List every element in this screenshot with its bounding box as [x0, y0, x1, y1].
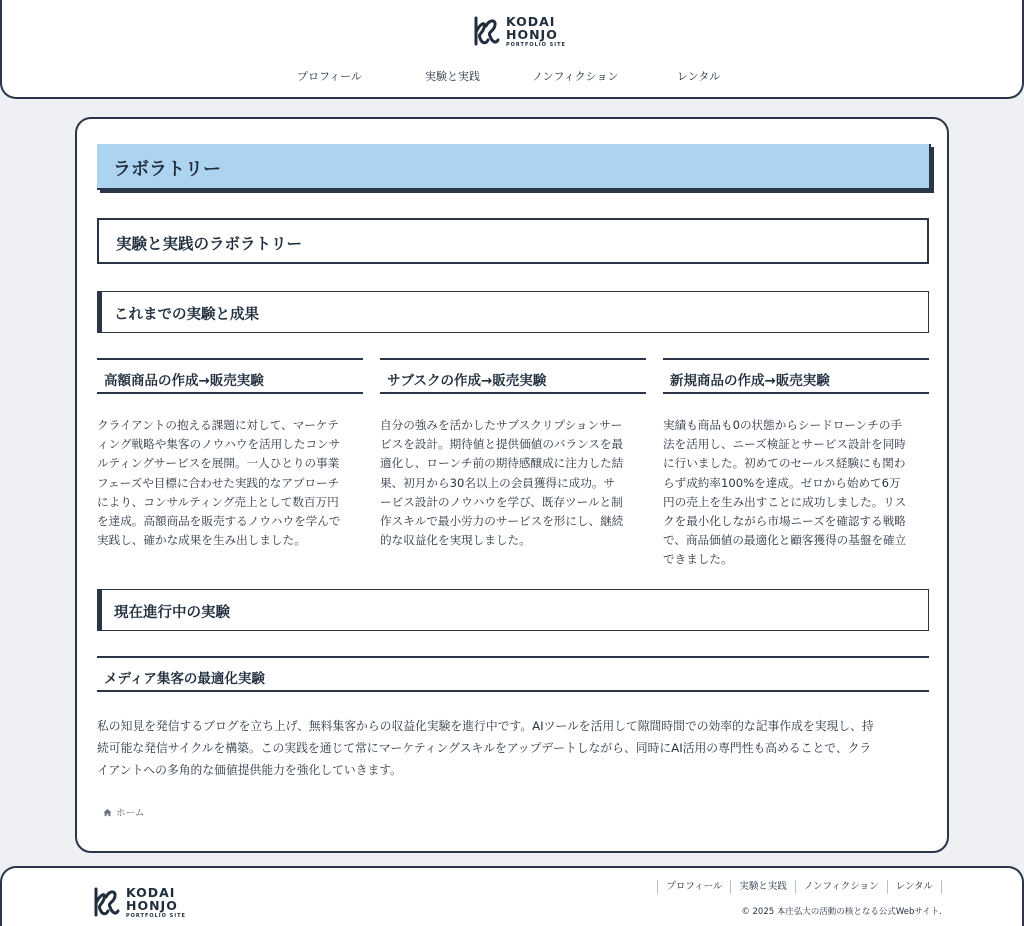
experiment-2-title-box: [380, 358, 646, 394]
current-experiments-heading-box: [97, 589, 929, 631]
logo-tagline: PORTFOLIO SITE: [506, 42, 566, 48]
page-title-box: [97, 144, 931, 190]
breadcrumb-home-link[interactable]: ホーム: [116, 808, 145, 819]
logo-text: [506, 16, 566, 48]
nav-item-nonfiction[interactable]: ノンフィクション: [532, 70, 619, 83]
nav-item-experiments[interactable]: 実験と実践: [425, 70, 480, 83]
current-experiment-title-box: [97, 656, 929, 692]
experiment-1-line: クライアントの抱える課題に対して、マーケテ: [97, 418, 339, 432]
experiment-3-line: できました。: [663, 552, 733, 567]
page-title: ラボラトリー: [113, 159, 221, 180]
current-experiment-line: イアントへの多角的な価値提供能力を強化していきます。: [97, 763, 402, 777]
footer-nav-item-rental[interactable]: レンタル: [887, 880, 942, 894]
site-logo[interactable]: [470, 14, 566, 50]
footer-logo[interactable]: [90, 885, 186, 921]
experiment-1-line: ィング戦略や集客のノウハウを活用したコンサ: [97, 437, 341, 452]
experiment-2-line: 自分の強みを活かしたサブスクリプションサー: [380, 418, 623, 432]
site-header: [0, 0, 1024, 99]
experiment-3-line: クを最小化しながら市場ニーズを確認する戦略: [663, 514, 906, 529]
experiment-1-title: 高額商品の作成→販売実験: [104, 373, 264, 389]
experiment-1-line: を達成。高額商品を販売するノウハウを学んで: [97, 514, 341, 529]
experiment-2-text: [380, 416, 650, 550]
logo-name-line1: KODAI: [506, 14, 556, 29]
current-experiments-heading: 現在進行中の実験: [114, 605, 230, 621]
section-title: 実験と実践のラボラトリー: [116, 235, 303, 253]
experiment-3-title: 新規商品の作成→販売実験: [670, 373, 830, 389]
logo-name-line2: HONJO: [506, 26, 558, 42]
footer-logo-text: [126, 887, 186, 919]
site-footer: [0, 866, 1024, 926]
nav-item-profile[interactable]: プロフィール: [297, 70, 362, 83]
footer-nav-item-nonfiction[interactable]: ノンフィクション: [795, 880, 887, 894]
experiment-3-line: 法を活用し、ニーズ検証とサービス設計を同時: [663, 437, 906, 452]
current-experiment-line: 私の知見を発信するブログを立ち上げ、無料集客からの収益化実験を進行中です。AIツールを活用して隙間時間での効率的な記事作成を実現し、持: [97, 719, 874, 733]
experiment-1-title-box: [97, 358, 363, 394]
nav-item-rental[interactable]: レンタル: [677, 70, 721, 83]
breadcrumb: [103, 805, 145, 819]
experiment-2-line: 適化し、ローンチ前の期待感醸成に注力した結: [380, 456, 624, 471]
experiment-1-line: フェーズや目標に合わせた実践的なアプローチ: [97, 475, 340, 490]
current-experiment-title: メディア集客の最適化実験: [104, 671, 265, 687]
copyright: © 2025 本庄弘大の活動の核となる公式Webサイト.: [741, 907, 942, 917]
experiment-2-line: 的な収益化を実現しました。: [380, 533, 531, 548]
experiment-2-line: 作スキルで最小労力のサービスを形にし、継続: [380, 514, 624, 529]
experiment-3-line: に行いました。初めてのセールス経験にも関わ: [663, 456, 906, 471]
footer-logo-name-line2: HONJO: [126, 897, 178, 913]
footer-nav: [657, 880, 942, 894]
experiment-2-title: サブスクの作成→販売実験: [387, 373, 547, 389]
experiment-3-line: で、商品価値の最適化と顧客獲得の基盤を確立: [663, 533, 907, 548]
experiment-1-line: 実践し、確かな成果を生み出しました。: [97, 533, 306, 548]
experiment-3-line: 円の売上を生み出すことに成功しました。リス: [663, 494, 907, 509]
past-experiments-heading-box: [97, 291, 929, 333]
experiment-1-text: [97, 416, 367, 550]
footer-logo-tagline: PORTFOLIO SITE: [126, 913, 186, 919]
footer-nav-item-experiments[interactable]: 実験と実践: [730, 880, 795, 894]
experiment-1-line: により、コンサルティング売上として数百万円: [97, 494, 339, 509]
main-content: [75, 117, 949, 853]
experiment-1-line: ルティングサービスを展開。一人ひとりの事業: [97, 456, 340, 471]
experiment-2-line: ービス設計のノウハウを学び、既存ツールと制: [380, 494, 623, 509]
footer-logo-name-line1: KODAI: [126, 885, 176, 900]
current-experiment-line: 続可能な発信サイクルを構築。この実践を通じて常にマーケティングスキルをアップデートしながら、同時にAI活用の専門性も高めることで、クラ: [97, 741, 872, 755]
logo-mark-icon: [470, 14, 502, 50]
experiment-3-line: らず成約率100%を達成。ゼロから始めて6万: [663, 475, 901, 490]
past-experiments-heading: これまでの実験と成果: [114, 307, 259, 323]
experiment-2-line: ビスを設計。期待値と提供価値のバランスを最: [380, 437, 624, 452]
experiment-3-line: 実績も商品も0の状態からシードローンチの手: [663, 418, 903, 432]
experiment-3-text: [663, 416, 933, 570]
experiment-2-line: 果、初月から30名以上の会員獲得に成功。サ: [380, 475, 616, 490]
global-nav: [2, 68, 1024, 84]
experiment-3-title-box: [663, 358, 929, 394]
footer-nav-item-profile[interactable]: プロフィール: [657, 880, 730, 894]
section-title-box: [97, 218, 929, 264]
current-experiment-text: [97, 715, 933, 781]
home-icon: [103, 808, 112, 817]
footer-logo-mark-icon: [90, 885, 122, 921]
